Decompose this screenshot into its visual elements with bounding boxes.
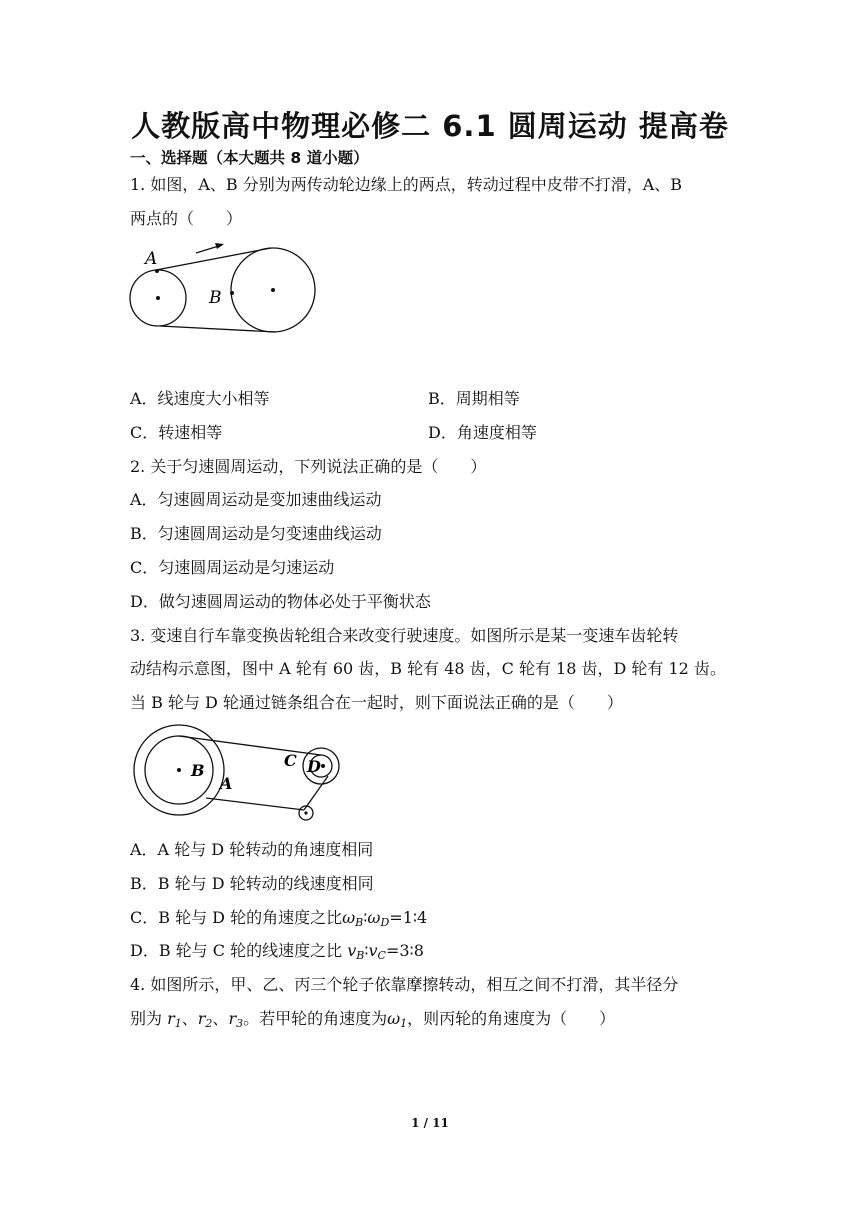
q3-stem-line2: 动结构示意图，图中 A 轮有 60 齿，B 轮有 48 齿，C 轮有 18 齿，D 轮有 12 齿。 — [130, 659, 726, 678]
label-d: D — [307, 757, 321, 776]
q4-stem-line1: 4. 如图所示，甲、乙、丙三个轮子依靠摩擦转动，相互之间不打滑，其半径分 — [130, 975, 679, 994]
q4-stem-line2: 别为 $r_1$、$r_2$、$r_3$。若甲轮的角速度为$\omega_1$，则丙轮的角速度为（ ） — [130, 1009, 616, 1030]
belt-top — [156, 248, 271, 270]
q1-belt-pulley-figure — [126, 236, 326, 336]
label-a: A — [220, 774, 233, 793]
page-number: 1 / 11 — [411, 1116, 449, 1130]
chain-top — [179, 736, 321, 755]
q2-option-d: D．做匀速圆周运动的物体必处于平衡状态 — [130, 592, 431, 611]
q3-option-b: B．B 轮与 D 轮转动的线速度相同 — [130, 874, 374, 893]
q3-option-a: A．A 轮与 D 轮转动的角速度相同 — [130, 840, 374, 859]
section-heading: 一、选择题（本大题共 8 道小题） — [130, 149, 369, 167]
point-a — [155, 269, 159, 273]
small-pulley-center — [156, 296, 160, 300]
q1-option-a: A．线速度大小相等 — [130, 389, 270, 408]
q2-option-c: C．匀速圆周运动是匀速运动 — [130, 558, 335, 577]
label-b: B — [209, 288, 222, 308]
q3-stem-line1: 3. 变速自行车靠变换齿轮组合来改变行驶速度。如图所示是某一变速车齿轮转 — [130, 626, 679, 645]
q2-option-a: A．匀速圆周运动是变加速曲线运动 — [130, 490, 382, 509]
q1-stem-line2: 两点的（ ） — [130, 209, 243, 228]
label-b: B — [191, 761, 205, 780]
q3-stem-line3: 当 B 轮与 D 轮通过链条组合在一起时，则下面说法正确的是（ ） — [130, 693, 623, 712]
label-c: C — [284, 751, 297, 770]
tensioner-center — [304, 811, 307, 814]
q1-option-c: C．转速相等 — [130, 423, 223, 442]
gear-cd-center — [321, 764, 325, 768]
rotation-arrow-head — [215, 243, 224, 249]
q3-option-c: C．B 轮与 D 轮的角速度之比$\omega_B∶\omega_D=1∶4$ — [130, 908, 428, 929]
chain-bottom — [206, 798, 304, 810]
q3-gear-figure — [128, 718, 348, 826]
large-pulley-center — [271, 288, 275, 292]
page-title: 人教版高中物理必修二 6.1 圆周运动 提高卷 — [131, 109, 729, 143]
q1-option-b: B．周期相等 — [428, 389, 520, 408]
q2-stem: 2. 关于匀速圆周运动，下列说法正确的是（ ） — [130, 457, 487, 476]
q1-option-d: D．角速度相等 — [428, 423, 537, 442]
q3-option-d: D．B 轮与 C 轮的线速度之比 $v_B∶v_C=3∶8$ — [130, 941, 424, 962]
chain-tensioner-link — [304, 776, 328, 810]
q2-option-b: B．匀速圆周运动是匀变速曲线运动 — [130, 524, 382, 543]
label-a: A — [145, 249, 158, 269]
gear-ab-center — [177, 768, 181, 772]
point-b — [230, 291, 234, 295]
q1-stem-line1: 1. 如图，A、B 分别为两传动轮边缘上的两点，转动过程中皮带不打滑，A、B — [130, 175, 683, 194]
